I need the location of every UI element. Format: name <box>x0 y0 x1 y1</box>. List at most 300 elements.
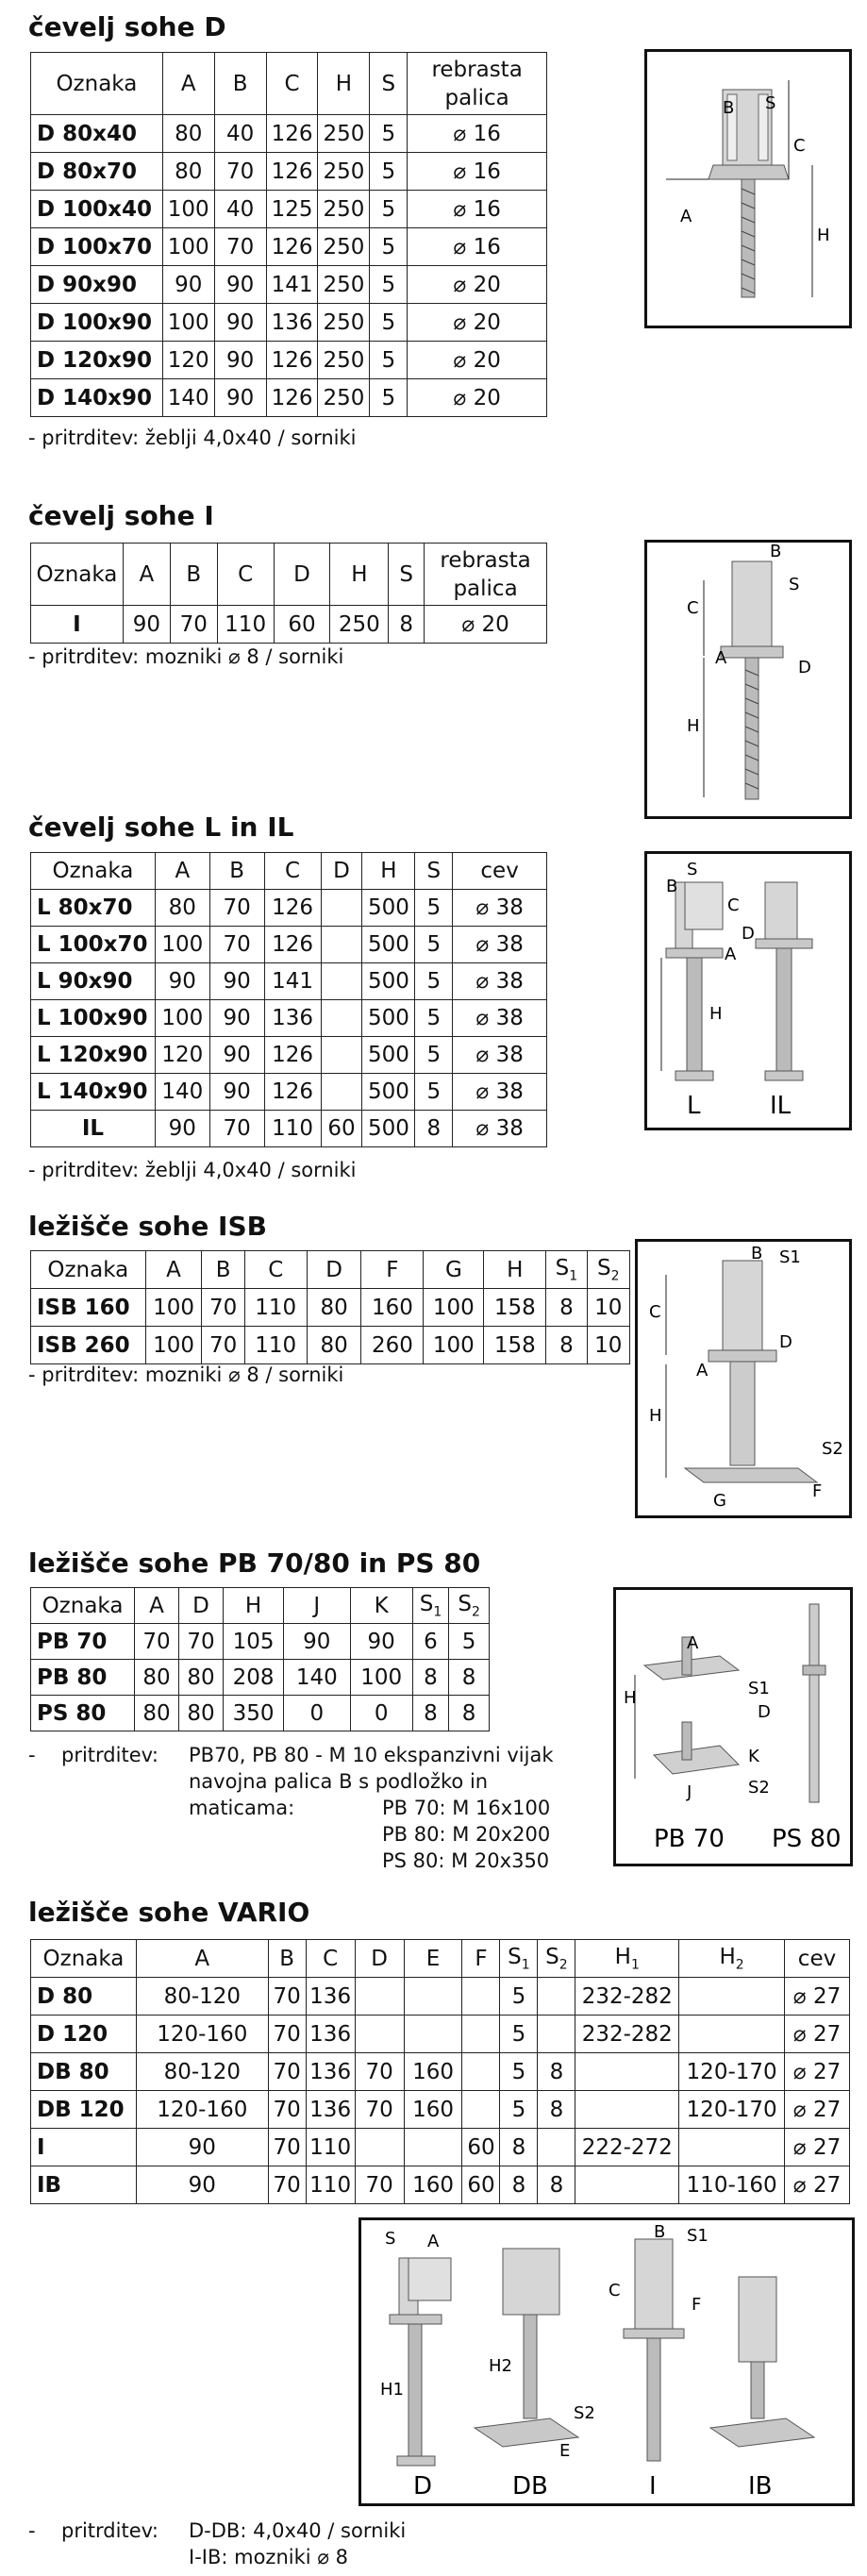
col-header: K <box>350 1588 412 1624</box>
table-cell: 500 <box>362 1000 415 1037</box>
table-cell: 110-160 <box>679 2166 785 2204</box>
table-cell: 5 <box>370 342 408 379</box>
row-label: ISB 260 <box>31 1327 146 1364</box>
table-cell: 160 <box>404 2053 462 2091</box>
figure-label: D <box>758 1702 771 1722</box>
table-cell: 70 <box>268 2016 306 2053</box>
table-cell: 232-282 <box>575 2016 679 2053</box>
figure-label: A <box>687 1633 699 1653</box>
table-cell: 136 <box>306 2016 355 2053</box>
figure-label: S2 <box>574 2403 595 2423</box>
table-cell: 90 <box>284 1624 350 1660</box>
table-cell: 70 <box>135 1624 179 1660</box>
figure-label: S <box>765 93 776 113</box>
note-spec: PB 80: M 20x200 <box>382 1823 551 1846</box>
table-cell: ⌀ 38 <box>453 1037 547 1074</box>
table-cell: 70 <box>209 890 264 927</box>
row-label: I <box>31 2129 137 2166</box>
table-cell: 8 <box>546 1289 587 1327</box>
table-cell: 500 <box>362 927 415 963</box>
table-cell <box>355 2129 404 2166</box>
table-cell: 90 <box>136 2129 268 2166</box>
col-header: Oznaka <box>31 53 163 115</box>
table-cell <box>575 2053 679 2091</box>
table-cell: ⌀ 38 <box>453 890 547 927</box>
table-cell: 8 <box>538 2166 575 2204</box>
row-label: D 120 <box>31 2016 137 2053</box>
table-row <box>31 191 547 228</box>
figure-label: H <box>817 226 830 245</box>
figure-vario <box>358 2217 855 2506</box>
table-row <box>31 342 547 379</box>
col-header: A <box>123 544 170 606</box>
table-cell: 126 <box>264 890 321 927</box>
figure-l-drawing <box>647 854 849 1128</box>
table-isb-body <box>31 1289 630 1364</box>
table-cell: 60 <box>462 2129 500 2166</box>
figure-label: IL <box>770 1092 792 1120</box>
table-cell: 136 <box>306 2091 355 2129</box>
table-cell: 5 <box>370 379 408 417</box>
row-label: D 80x40 <box>31 115 163 153</box>
table-cell <box>321 963 362 1000</box>
col-header: cev <box>453 853 547 890</box>
table-cell: 500 <box>362 890 415 927</box>
table-cell: 126 <box>264 1074 321 1111</box>
col-header: H <box>330 544 389 606</box>
col-header: C <box>306 1940 355 1978</box>
figure-i <box>644 540 852 819</box>
note-line: D-DB: 4,0x40 / sorniki <box>189 2519 407 2542</box>
section-title-pb: ležišče sohe PB 70/80 in PS 80 <box>28 1547 481 1579</box>
figure-label: S2 <box>748 1778 770 1798</box>
row-label: L 100x70 <box>31 927 156 963</box>
table-row <box>31 2166 850 2204</box>
table-cell: ⌀ 20 <box>408 379 547 417</box>
col-header: Oznaka <box>31 1588 135 1624</box>
row-label: PB 80 <box>31 1660 135 1696</box>
table-cell: ⌀ 27 <box>785 1978 850 2016</box>
table-cell: 80 <box>307 1327 361 1364</box>
figure-label: S <box>789 575 800 594</box>
table-pb <box>30 1587 490 1731</box>
note-dash: - <box>28 1744 36 1766</box>
table-cell: 70 <box>179 1624 224 1660</box>
table-cell: ⌀ 38 <box>453 1000 547 1037</box>
col-header: rebrasta palica <box>408 53 547 115</box>
table-cell: 160 <box>404 2091 462 2129</box>
table-l <box>30 852 547 1147</box>
table-cell: 8 <box>449 1696 490 1731</box>
table-cell: 10 <box>587 1289 629 1327</box>
col-header: A <box>145 1251 202 1289</box>
table-cell: 60 <box>321 1111 362 1147</box>
figure-label: H1 <box>380 2380 404 2400</box>
table-d <box>30 52 547 417</box>
table-row <box>31 1037 547 1074</box>
table-cell: 140 <box>155 1074 209 1111</box>
figure-label: B <box>751 1244 763 1263</box>
row-label: D 80 <box>31 1978 137 2016</box>
table-cell: 250 <box>318 153 370 191</box>
row-label: PS 80 <box>31 1696 135 1731</box>
row-label: I <box>31 606 124 644</box>
figure-label: I <box>649 2472 657 2501</box>
col-header: $S_1$ <box>412 1588 448 1624</box>
table-cell: ⌀ 16 <box>408 115 547 153</box>
table-cell: 5 <box>370 153 408 191</box>
col-header: H <box>223 1588 283 1624</box>
table-cell <box>404 2129 462 2166</box>
figure-label: A <box>427 2232 440 2251</box>
table-cell: 70 <box>209 1111 264 1147</box>
col-header: $S_1$ <box>546 1251 587 1289</box>
table-cell: ⌀ 16 <box>408 153 547 191</box>
row-label: ISB 160 <box>31 1289 146 1327</box>
figure-label: A <box>725 945 737 964</box>
table-cell: 160 <box>361 1289 424 1327</box>
table-cell: 120-160 <box>136 2016 268 2053</box>
figure-label: PB 70 <box>654 1825 725 1853</box>
table-cell: 70 <box>355 2053 404 2091</box>
table-row <box>31 2129 850 2166</box>
table-cell: 126 <box>266 379 318 417</box>
table-cell: 250 <box>318 228 370 266</box>
note-line: navojna palica B s podložko in <box>189 1770 489 1793</box>
section-title-d: čevelj sohe D <box>28 11 226 42</box>
col-header: F <box>462 1940 500 1978</box>
note-i: - pritrditev: mozniki ⌀ 8 / sorniki <box>28 645 344 668</box>
table-cell: 8 <box>538 2053 575 2091</box>
table-cell: 208 <box>223 1660 283 1696</box>
table-cell: 90 <box>209 1037 264 1074</box>
row-label: L 80x70 <box>31 890 156 927</box>
table-cell: ⌀ 27 <box>785 2053 850 2091</box>
table-cell: 250 <box>318 342 370 379</box>
table-cell: 250 <box>318 115 370 153</box>
table-cell: 126 <box>266 342 318 379</box>
col-header: $H_1$ <box>575 1940 679 1978</box>
table-cell <box>355 2016 404 2053</box>
table-d-body <box>31 115 547 417</box>
table-cell: 70 <box>268 2091 306 2129</box>
table-cell: 70 <box>355 2091 404 2129</box>
figure-label: C <box>609 2281 621 2300</box>
row-label: L 100x90 <box>31 1000 156 1037</box>
table-row <box>31 1978 850 2016</box>
subscript: 1 <box>630 1957 640 1973</box>
figure-label: E <box>559 2441 571 2461</box>
table-cell: 100 <box>424 1327 484 1364</box>
col-header: Oznaka <box>31 1940 137 1978</box>
table-row <box>31 1327 630 1364</box>
col-header: S <box>415 853 453 890</box>
table-cell: 8 <box>389 606 425 644</box>
table-cell: ⌀ 38 <box>453 927 547 963</box>
figure-d-drawing <box>647 52 849 326</box>
row-label: DB 80 <box>31 2053 137 2091</box>
table-row <box>31 890 547 927</box>
table-row <box>31 266 547 304</box>
table-cell: 8 <box>412 1696 448 1731</box>
table-i-body <box>31 606 547 644</box>
table-row <box>31 1000 547 1037</box>
table-cell: 250 <box>318 304 370 342</box>
subscript: 2 <box>610 1268 620 1284</box>
col-header: B <box>170 544 217 606</box>
figure-l <box>644 851 852 1130</box>
table-row <box>31 2016 850 2053</box>
table-cell: 90 <box>214 266 266 304</box>
col-header: $S_1$ <box>500 1940 538 1978</box>
table-cell: 136 <box>266 304 318 342</box>
section-title-l: čevelj sohe L in IL <box>28 811 294 843</box>
row-label: IL <box>31 1111 156 1147</box>
table-cell <box>462 2053 500 2091</box>
table-cell: 110 <box>306 2129 355 2166</box>
table-cell: 100 <box>145 1289 202 1327</box>
table-cell: 100 <box>155 927 209 963</box>
table-cell: 120 <box>162 342 214 379</box>
note-spec: PB 70: M 16x100 <box>382 1797 551 1819</box>
table-cell <box>538 2016 575 2053</box>
section-title-i: čevelj sohe I <box>28 500 214 531</box>
table-cell: 8 <box>546 1327 587 1364</box>
table-cell: 120-170 <box>679 2053 785 2091</box>
col-header: J <box>284 1588 350 1624</box>
table-l-body <box>31 890 547 1147</box>
table-isb <box>30 1250 630 1364</box>
table-cell: 250 <box>318 379 370 417</box>
table-cell: 80 <box>307 1289 361 1327</box>
table-cell: 110 <box>306 2166 355 2204</box>
table-cell: 126 <box>266 228 318 266</box>
table-cell: 5 <box>370 266 408 304</box>
table-cell: 5 <box>370 191 408 228</box>
col-header: H <box>484 1251 546 1289</box>
note-line: maticama: <box>189 1797 295 1819</box>
subscript: 2 <box>471 1604 480 1620</box>
col-header: D <box>179 1588 224 1624</box>
col-header: Oznaka <box>31 853 156 890</box>
figure-vario-drawing <box>361 2220 852 2503</box>
table-cell: ⌀ 20 <box>408 342 547 379</box>
table-cell: 5 <box>415 963 453 1000</box>
table-cell: 500 <box>362 963 415 1000</box>
col-header: $S_2$ <box>449 1588 490 1624</box>
col-header: Oznaka <box>31 1251 146 1289</box>
table-cell: 70 <box>170 606 217 644</box>
table-cell <box>404 1978 462 2016</box>
table-cell: ⌀ 16 <box>408 228 547 266</box>
table-cell: 90 <box>214 342 266 379</box>
table-cell: 80-120 <box>136 2053 268 2091</box>
figure-label: A <box>696 1361 709 1380</box>
figure-label: A <box>680 207 692 226</box>
col-header: $S_2$ <box>538 1940 575 1978</box>
table-pb-body <box>31 1624 490 1731</box>
table-cell: 90 <box>155 963 209 1000</box>
table-cell: 70 <box>268 2166 306 2204</box>
table-cell: 70 <box>268 1978 306 2016</box>
table-cell: 5 <box>415 890 453 927</box>
figure-label: B <box>654 2222 666 2242</box>
note-l: - pritrditev: žeblji 4,0x40 / sorniki <box>28 1159 357 1181</box>
figure-isb <box>635 1239 852 1518</box>
table-cell: 8 <box>500 2166 538 2204</box>
table-cell: 110 <box>244 1327 307 1364</box>
table-row <box>31 1624 490 1660</box>
row-label: D 100x40 <box>31 191 163 228</box>
table-cell: 40 <box>214 191 266 228</box>
table-cell: 90 <box>214 304 266 342</box>
row-label: IB <box>31 2166 137 2204</box>
table-row <box>31 1074 547 1111</box>
col-header: A <box>135 1588 179 1624</box>
figure-label: S <box>385 2229 396 2249</box>
table-cell: 110 <box>244 1289 307 1327</box>
table-cell: 40 <box>214 115 266 153</box>
col-header: B <box>209 853 264 890</box>
table-cell: 60 <box>274 606 330 644</box>
table-cell: 5 <box>370 228 408 266</box>
figure-label: D <box>413 2472 433 2501</box>
table-vario-body <box>31 1978 850 2204</box>
subscript: 1 <box>433 1604 442 1620</box>
figure-label: S1 <box>687 2226 709 2246</box>
table-cell <box>462 2091 500 2129</box>
table-cell: 80 <box>155 890 209 927</box>
table-row <box>31 1660 490 1696</box>
table-cell <box>321 1000 362 1037</box>
table-cell <box>321 1037 362 1074</box>
col-header: S <box>370 53 408 115</box>
table-cell <box>575 2091 679 2129</box>
table-cell: 8 <box>449 1660 490 1696</box>
table-cell: 136 <box>306 2053 355 2091</box>
note-line: PB70, PB 80 - M 10 ekspanzivni vijak <box>189 1744 554 1766</box>
row-label: D 120x90 <box>31 342 163 379</box>
col-header: C <box>264 853 321 890</box>
table-cell: 141 <box>266 266 318 304</box>
col-header: D <box>274 544 330 606</box>
col-header: C <box>217 544 274 606</box>
table-cell: 80 <box>135 1696 179 1731</box>
table-cell: 120-160 <box>136 2091 268 2129</box>
table-cell: 60 <box>462 2166 500 2204</box>
col-header: F <box>361 1251 424 1289</box>
figure-label: PS 80 <box>772 1825 842 1853</box>
figure-label: C <box>727 895 740 915</box>
table-cell: 158 <box>484 1289 546 1327</box>
figure-label: F <box>692 2295 702 2315</box>
note-label: pritrditev: <box>61 2519 158 2542</box>
table-cell <box>679 1978 785 2016</box>
col-header: $S_2$ <box>587 1251 629 1289</box>
table-cell: 5 <box>370 304 408 342</box>
figure-label: B <box>770 543 782 561</box>
table-cell: 8 <box>415 1111 453 1147</box>
table-cell <box>679 2129 785 2166</box>
figure-label: H2 <box>489 2356 512 2376</box>
figure-label: C <box>793 136 806 156</box>
table-cell: 90 <box>136 2166 268 2204</box>
table-cell: 100 <box>162 191 214 228</box>
table-cell: 120-170 <box>679 2091 785 2129</box>
subscript: 1 <box>521 1957 530 1973</box>
table-row <box>31 379 547 417</box>
table-cell <box>404 2016 462 2053</box>
table-row <box>31 963 547 1000</box>
figure-label: S1 <box>748 1679 770 1698</box>
table-cell: 80 <box>179 1696 224 1731</box>
table-cell: 350 <box>223 1696 283 1731</box>
col-header: A <box>162 53 214 115</box>
table-cell: ⌀ 38 <box>453 963 547 1000</box>
note-d: - pritrditev: žeblji 4,0x40 / sorniki <box>28 427 357 449</box>
table-cell: 250 <box>330 606 389 644</box>
note-isb: - pritrditev: mozniki ⌀ 8 / sorniki <box>28 1363 344 1386</box>
figure-label: L <box>687 1092 701 1120</box>
table-row <box>31 153 547 191</box>
table-row <box>31 606 547 644</box>
table-cell: 222-272 <box>575 2129 679 2166</box>
table-cell: 0 <box>284 1696 350 1731</box>
table-cell: 158 <box>484 1327 546 1364</box>
table-cell: 100 <box>155 1000 209 1037</box>
row-label: D 140x90 <box>31 379 163 417</box>
table-cell: 5 <box>415 1074 453 1111</box>
table-cell <box>538 2129 575 2166</box>
row-label: PB 70 <box>31 1624 135 1660</box>
table-cell: 110 <box>217 606 274 644</box>
table-cell: 70 <box>268 2053 306 2091</box>
figure-pb <box>613 1587 853 1866</box>
table-cell: 90 <box>209 1000 264 1037</box>
table-cell: 80-120 <box>136 1978 268 2016</box>
table-cell: 250 <box>318 266 370 304</box>
table-cell <box>462 2016 500 2053</box>
table-vario <box>30 1939 850 2204</box>
table-cell: ⌀ 20 <box>425 606 547 644</box>
figure-label: S2 <box>822 1439 843 1459</box>
figure-label: D <box>779 1332 792 1352</box>
table-cell: 8 <box>500 2129 538 2166</box>
table-cell: 100 <box>424 1289 484 1327</box>
figure-label: H <box>624 1688 637 1708</box>
col-header: rebrasta palica <box>425 544 547 606</box>
table-cell: 5 <box>370 115 408 153</box>
table-cell: 90 <box>209 1074 264 1111</box>
table-cell: 70 <box>202 1289 244 1327</box>
row-label: L 90x90 <box>31 963 156 1000</box>
row-label: L 140x90 <box>31 1074 156 1111</box>
table-cell: 100 <box>162 228 214 266</box>
table-row <box>31 2091 850 2129</box>
table-cell: 500 <box>362 1074 415 1111</box>
table-cell <box>355 1978 404 2016</box>
note-spec: PS 80: M 20x350 <box>382 1849 550 1872</box>
figure-label: S1 <box>779 1247 801 1267</box>
col-header: C <box>266 53 318 115</box>
table-row <box>31 228 547 266</box>
table-cell: 126 <box>266 115 318 153</box>
figure-label: B <box>723 98 735 118</box>
col-header: H <box>318 53 370 115</box>
table-cell <box>538 1978 575 2016</box>
col-header: $H_2$ <box>679 1940 785 1978</box>
figure-label: S <box>687 860 698 879</box>
